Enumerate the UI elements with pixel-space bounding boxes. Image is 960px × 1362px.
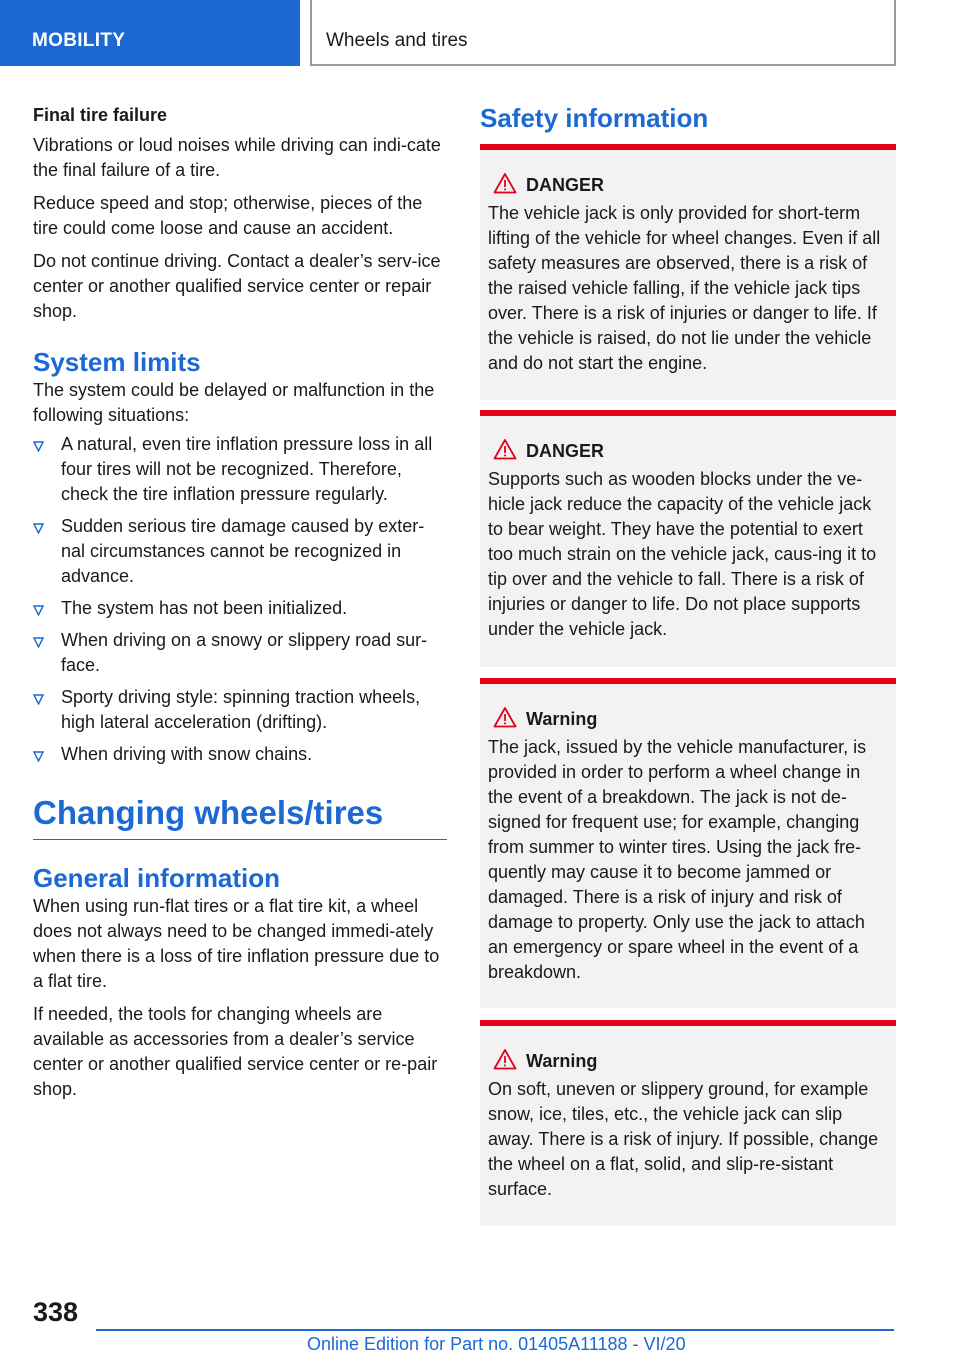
right-column — [480, 100, 896, 1199]
warning-box — [480, 1020, 896, 1226]
danger-box — [480, 410, 896, 667]
general-information-heading: General information — [33, 863, 281, 893]
page-header — [0, 0, 960, 66]
warning-triangle-icon — [493, 1048, 517, 1070]
box-title-text: Warning — [526, 709, 598, 729]
system-limits-intro: The system could be delayed or malfunction in the following situations: — [33, 380, 435, 425]
paragraph: Do not continue driving. Contact a dealer’s serv-ice center or another qualified service center or repair shop. — [33, 251, 441, 321]
bullet-triangle-icon — [33, 596, 49, 616]
bullet-triangle-icon — [33, 628, 49, 648]
box-title — [488, 706, 888, 732]
page-number: 338 — [33, 1297, 79, 1327]
footer-divider — [96, 1329, 894, 1331]
paragraph: Reduce speed and stop; otherwise, pieces of the tire could come loose and cause an accident. — [33, 193, 423, 238]
box-title-text: Warning — [526, 1051, 598, 1071]
box-title-text: DANGER — [526, 441, 605, 461]
box-text: The jack, issued by the vehicle manufacturer, is provided in order to perform a wheel change in the event of a breakdown. The jack is not de-signed for frequent use; for example, changing from summer to winter tires. Using the jack fre-quently may cause it to become jammed or damaged. There is a risk of injury and risk of damage to property. Only use the jack to attach an emergency or spare wheel in the event of a breakdown. — [488, 737, 867, 982]
paragraph: When using run-flat tires or a flat tire kit, a wheel does not always need to be changed immedi-ately when there is a loss of tire inflation pressure due to a flat tire. — [33, 896, 440, 991]
left-column — [33, 103, 447, 1110]
chapter-title-box — [310, 0, 896, 66]
paragraph: Vibrations or loud noises while driving can indi-cate the final failure of a tire. — [33, 135, 441, 180]
list-item-text: The system has not been initialized. — [61, 598, 348, 618]
list-item-text: When driving with snow chains. — [61, 744, 313, 764]
box-text: On soft, uneven or slippery ground, for example snow, ice, tiles, etc., the vehicle jack can slip away. There is a risk of injury. If possible, change the wheel on a flat, solid, and slip-re-sistant surface. — [488, 1079, 879, 1199]
box-text: The vehicle jack is only provided for short-term lifting of the vehicle for wheel changes. Even if all safety measures are observed, there is a risk of the raised vehicle falling, if the vehicle jack tips over. There is a risk of injuries or danger to life. If the vehicle is raised, do not lie under the vehicle and do not start the engine. — [488, 203, 881, 373]
chapter-title: Wheels and tires — [326, 30, 468, 51]
list-item — [33, 685, 447, 735]
section-tab — [0, 0, 300, 66]
box-title-text: DANGER — [526, 175, 605, 195]
list-item — [33, 514, 447, 589]
system-limits-list — [33, 432, 447, 767]
list-item-text: When driving on a snowy or slippery road sur-face. — [61, 630, 428, 675]
box-title — [488, 172, 888, 198]
list-item-text: Sudden serious tire damage caused by exter-nal circumstances cannot be recognized in advance. — [61, 516, 425, 586]
paragraph: If needed, the tools for changing wheels are available as accessories from a dealer’s service center or another qualified service center or re-pair shop. — [33, 1004, 438, 1099]
bullet-triangle-icon — [33, 742, 49, 762]
list-item-text: A natural, even tire inflation pressure loss in all four tires will not be recognized. Therefore, check the tire inflation pressure regularly. — [61, 434, 433, 504]
section-label: MOBILITY — [32, 30, 126, 51]
warning-triangle-icon — [493, 706, 517, 728]
warning-box — [480, 678, 896, 1008]
list-item-text: Sporty driving style: spinning traction wheels, high lateral acceleration (drifting). — [61, 687, 421, 732]
danger-box — [480, 144, 896, 400]
warning-triangle-icon — [493, 438, 517, 460]
system-limits-heading: System limits — [33, 347, 201, 377]
safety-information-heading: Safety information — [480, 103, 709, 133]
warning-triangle-icon — [493, 172, 517, 194]
list-item — [33, 432, 447, 507]
bullet-triangle-icon — [33, 685, 49, 705]
box-title — [488, 438, 888, 464]
final-tire-failure-heading: Final tire failure — [33, 105, 168, 125]
box-text: Supports such as wooden blocks under the ve-hicle jack reduce the capacity of the vehicle jack to bear weight. They have the potential to exert too much strain on the vehicle jack, caus-ing it to tip over and the vehicle to fall. There is a risk of injuries or danger to life. Do not place supports under the vehicle jack. — [488, 469, 877, 639]
box-title — [488, 1048, 888, 1074]
list-item — [33, 628, 447, 678]
list-item — [33, 596, 447, 621]
bullet-triangle-icon — [33, 432, 49, 452]
edition-note: Online Edition for Part no. 01405A11188 - VI/20 — [307, 1334, 686, 1354]
changing-wheels-heading: Changing wheels/tires — [33, 793, 447, 840]
list-item — [33, 742, 447, 767]
bullet-triangle-icon — [33, 514, 49, 534]
